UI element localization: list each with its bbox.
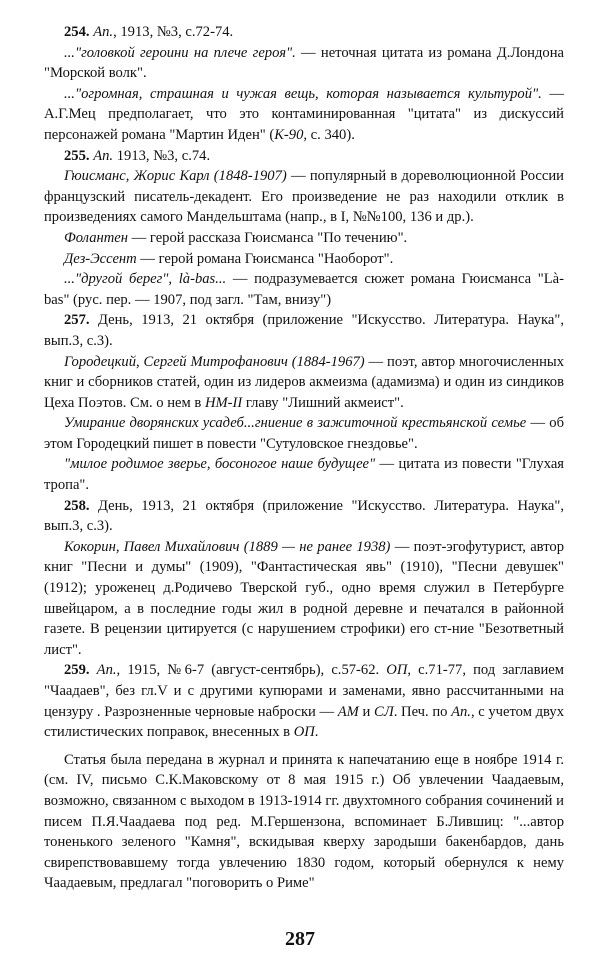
note-quote: ..."головкой героини на плече героя". — неточная цитата из романа Д.Лондона "Морской волк". bbox=[44, 44, 564, 82]
note-259-heading: 259. Ап., 1915, №6-7 (август-сентябрь), с.57-62. ОП, с.71-77, под заглавием "Чаадаев", без гл.V и с другими купюрами и заменами, явно рассчитанными на цензуру . Разрозненные черновые наброски — АМ и СЛ. Печ. по Ап., с учетом двух стилистических поправок, внесенных в ОП. bbox=[44, 662, 564, 741]
note-entry: Фолантен — герой рассказа Гюисманса "По течению". bbox=[64, 229, 408, 246]
note-258-heading: 258. День, 1913, 21 октября (приложение "Искусство. Литература. Наука", вып.3, с.3). bbox=[44, 497, 564, 535]
page-number: 287 bbox=[285, 928, 315, 950]
note-entry: Гюисманс, Жорис Карл (1848-1907) — популярный в дореволюционной России французский писатель-декадент. Его произведение не раз находили отклик в произведениях самого Мандельштама (напр., в I, №№100, 136 и др.). bbox=[44, 168, 564, 226]
note-entry: Дез-Эссент — герой романа Гюисманса "Наоборот". bbox=[64, 250, 394, 267]
note-entry: Умирание дворянских усадеб...гниение в зажиточной крестьянской семье — об этом Городецкий пишет в повести "Сутуловское гнездовье". bbox=[44, 415, 564, 452]
page-body bbox=[44, 22, 564, 894]
note-entry: Городецкий, Сергей Митрофанович (1884-1967) — поэт, автор многочисленных книг и сборников статей, один из лидеров акмеизма (адамизма) и один из синдиков Цеха Поэтов. См. о нем в НМ-II главу "Лишний акмеист". bbox=[44, 353, 564, 411]
note-quote: ..."огромная, страшная и чужая вещь, которая называется культурой". — А.Г.Мец предполагает, что это контаминированная "цитата" из дискуссий персонажей романа "Мартин Иден" (К-90, с. 340). bbox=[44, 85, 564, 143]
note-254-heading: 254. Ап., 1913, №3, с.72-74. bbox=[64, 24, 234, 40]
note-entry: Кокорин, Павел Михайлович (1889 — не ранее 1938) — поэт-эгофутурист, автор книг "Песни и думы" (1909), "Фантастическая явь" (1910), "Песни девушек" (1912); уроженец д.Родичево Тверской губ., одно время служил в Петербурге швейцаром, а в последние годы жил в родной деревне и печатался в районной газете. В рецензии цитируется (с нарушением строфики) его ст-ние "Безответный лист". bbox=[44, 538, 564, 658]
note-257-heading: 257. День, 1913, 21 октября (приложение "Искусство. Литература. Наука", вып.3, с.3). bbox=[44, 312, 564, 349]
note-entry: ..."другой берег", là-bas... — подразумевается сюжет романа Гюисманса "Là-bas" (рус. пер. — 1907, под загл. "Там, внизу") bbox=[44, 271, 564, 308]
note-255-heading: 255. Ап. 1913, №3, с.74. bbox=[64, 147, 211, 164]
note-entry: "милое родимое зверье, босоногое наше будущее" — цитата из повести "Глухая тропа". bbox=[44, 456, 565, 494]
article-paragraph: Статья была передана в журнал и принята к напечатанию еще в ноябре 1914 г. (см. IV, письмо С.К.Маковскому от 8 мая 1915 г.) Об увлечении Чаадаевым, возможно, связанном с выходом в 1913-1914 гг. двухтомного собрания сочинений и писем П.Я.Чаадаева под ред. М.Гершензона, вспоминает Б.Лившиц: "...автор тоненького зеленого "Камня", вскидывая кверху зародыши бакенбардов, дань свирепствовавшему тогда увлечению 1830 годом, который обернулся к нему Чаадаевым, предлагал "поговорить о Риме" bbox=[44, 751, 564, 892]
